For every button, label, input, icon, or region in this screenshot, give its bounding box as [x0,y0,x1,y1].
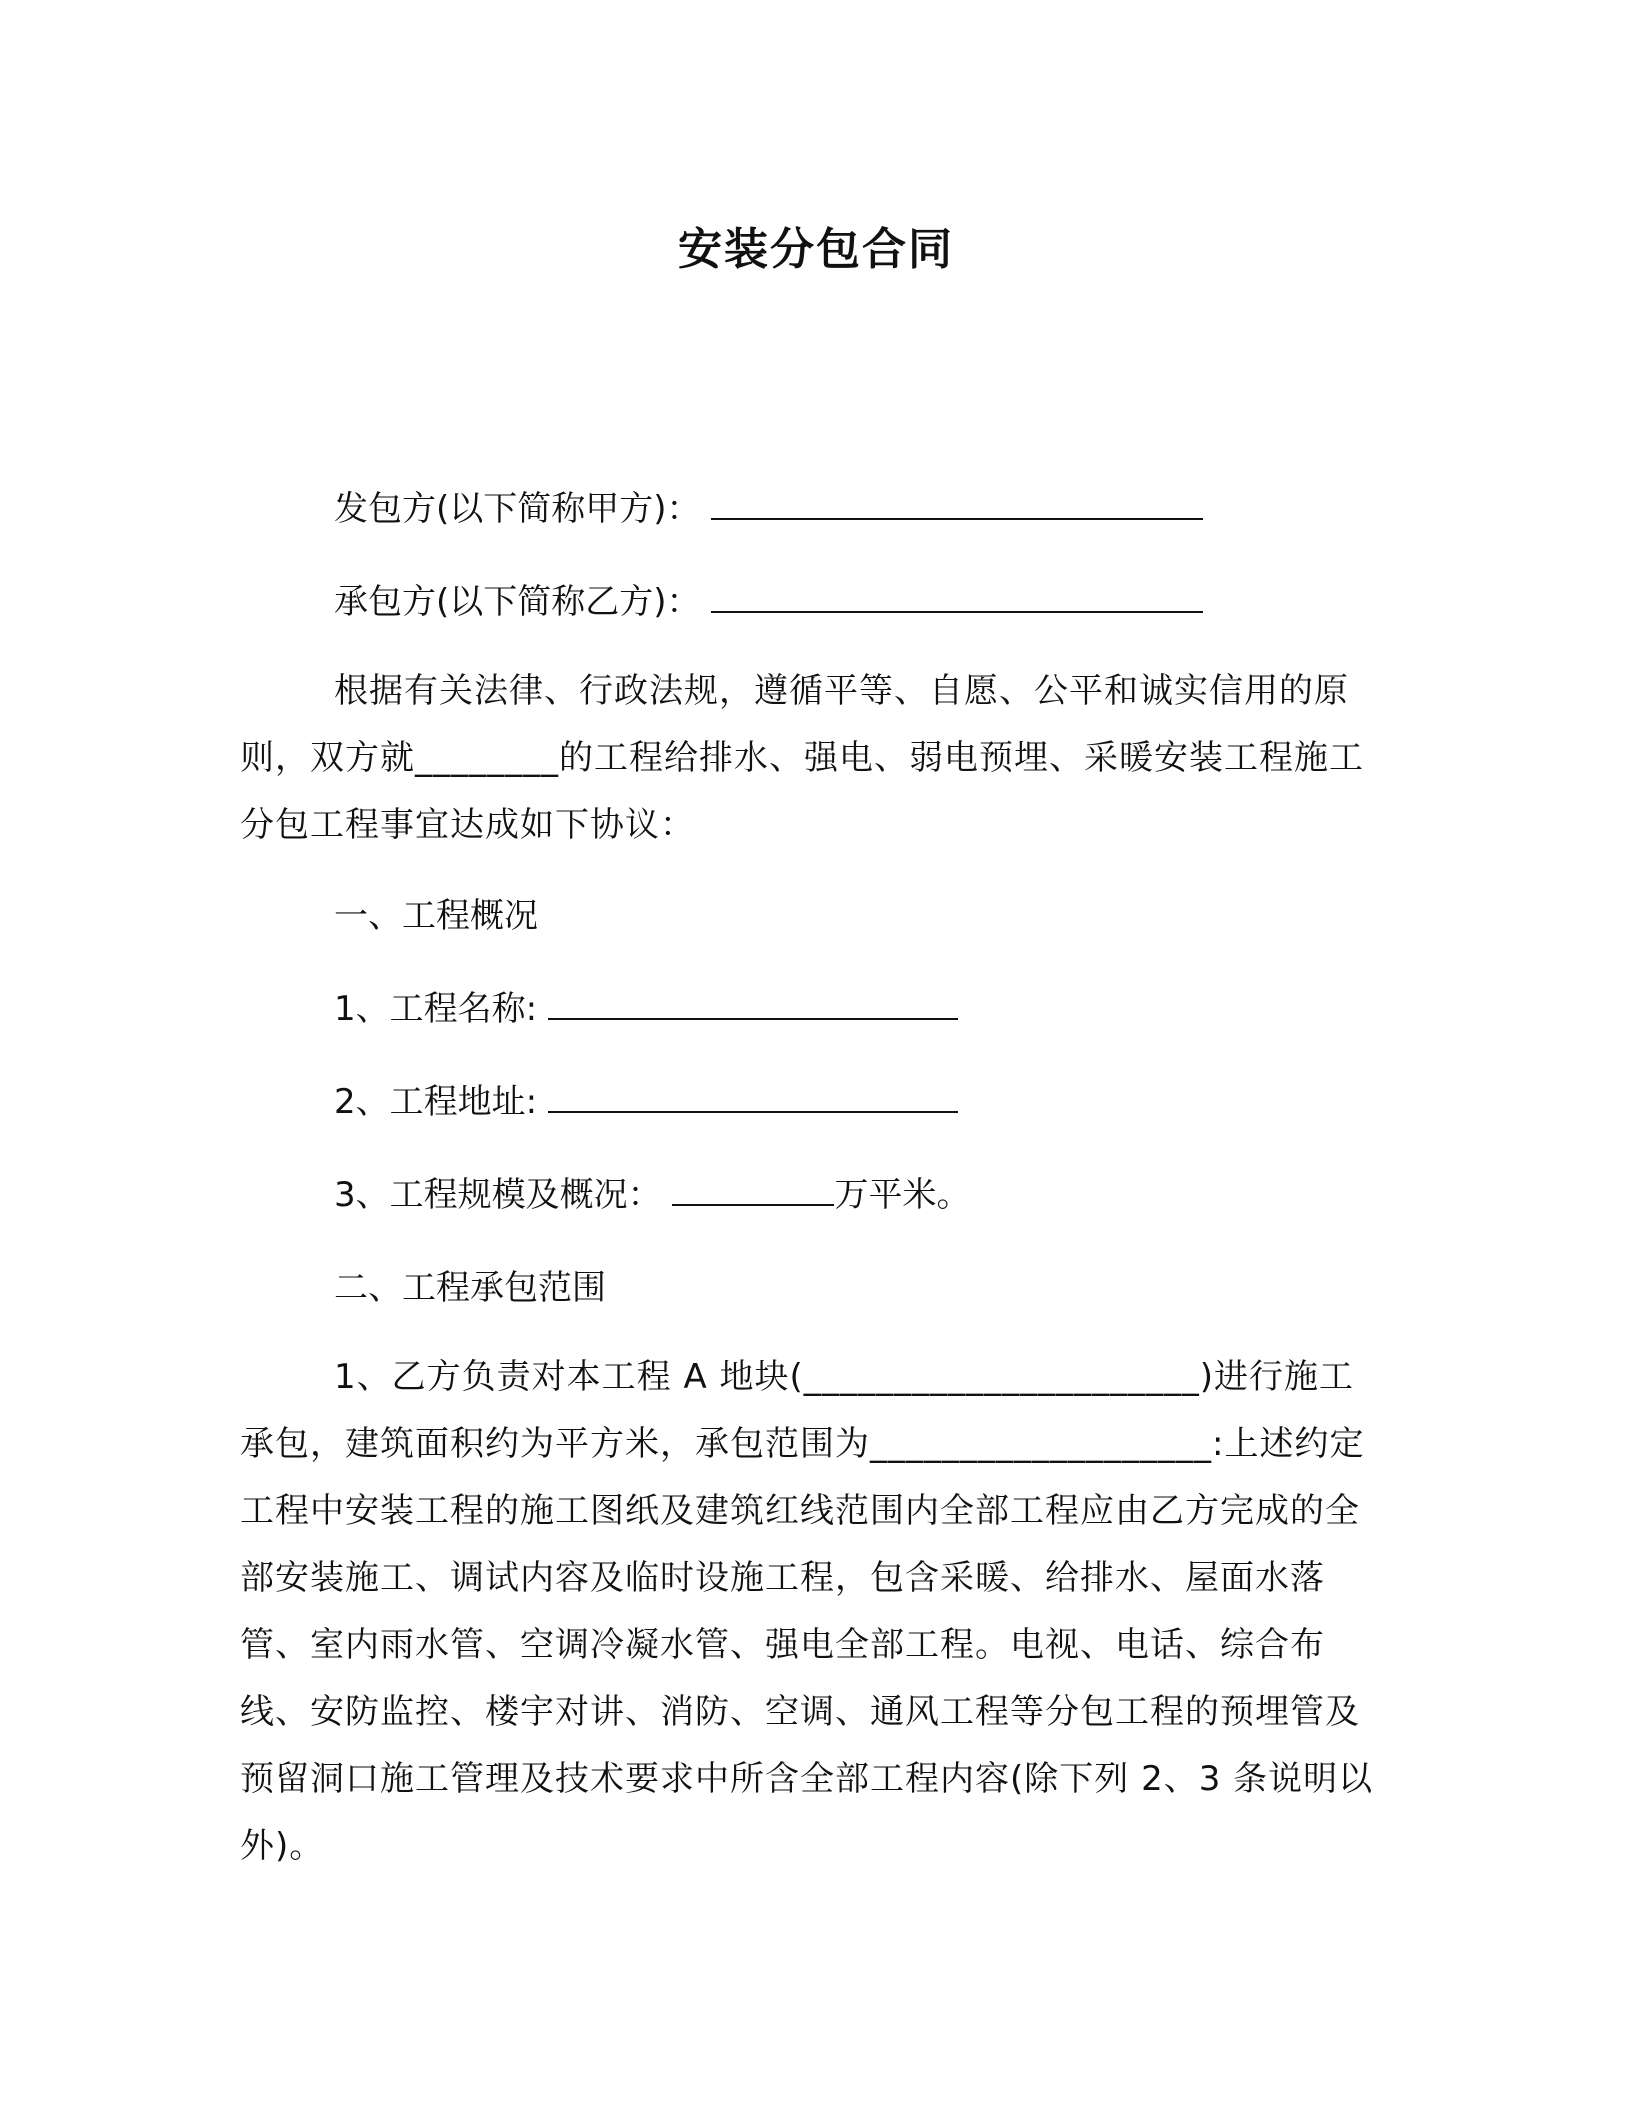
party-a-label: 发包方(以下简称甲方)： [334,489,701,529]
party-b-label: 承包方(以下简称乙方)： [334,582,701,622]
project-name-blank [548,986,958,1020]
project-scale-blank [672,1172,834,1206]
project-name-label: 1、工程名称: [334,989,538,1029]
intro-paragraph: 根据有关法律、行政法规，遵循平等、自愿、公平和诚实信用的原则，双方就________的工程给排水、强电、弱电预埋、采暖安装工程施工分包工程事宜达成如下协议： [240,671,1364,845]
section-1-heading: 一、工程概况 [334,896,538,936]
project-scale-label: 3、工程规模及概况： [334,1175,662,1215]
project-address-line [334,1078,958,1126]
project-scale-line [334,1171,970,1219]
party-a-blank [711,486,1203,520]
project-address-blank [548,1079,958,1113]
project-scale-unit: 万平米。 [834,1175,971,1215]
party-b-line [334,578,1203,626]
party-a-line [334,485,1203,533]
project-address-label: 2、工程地址: [334,1082,538,1122]
scope-paragraph: 1、乙方负责对本工程 A 地块(______________________)进行施工承包，建筑面积约为平方米，承包范围为___________________:上述约定工程中安装工程的施工图纸及建筑红线范围内全部工程应由乙方完成的全部安装施工、调试内容及临时设施工程，包含采暖、给排水、屋面水落管、室内雨水管、空调冷凝水管、强电全部工程。电视、电话、综合布线、安防监控、楼宇对讲、消防、空调、通风工程等分包工程的预埋管及预留洞口施工管理及技术要求中所含全部工程内容(除下列 2、3 条说明以外)。 [240,1357,1374,1866]
party-b-blank [711,579,1203,613]
section-2-heading: 二、工程承包范围 [334,1268,606,1308]
document-title: 安装分包合同 [678,224,954,275]
project-name-line [334,985,958,1033]
